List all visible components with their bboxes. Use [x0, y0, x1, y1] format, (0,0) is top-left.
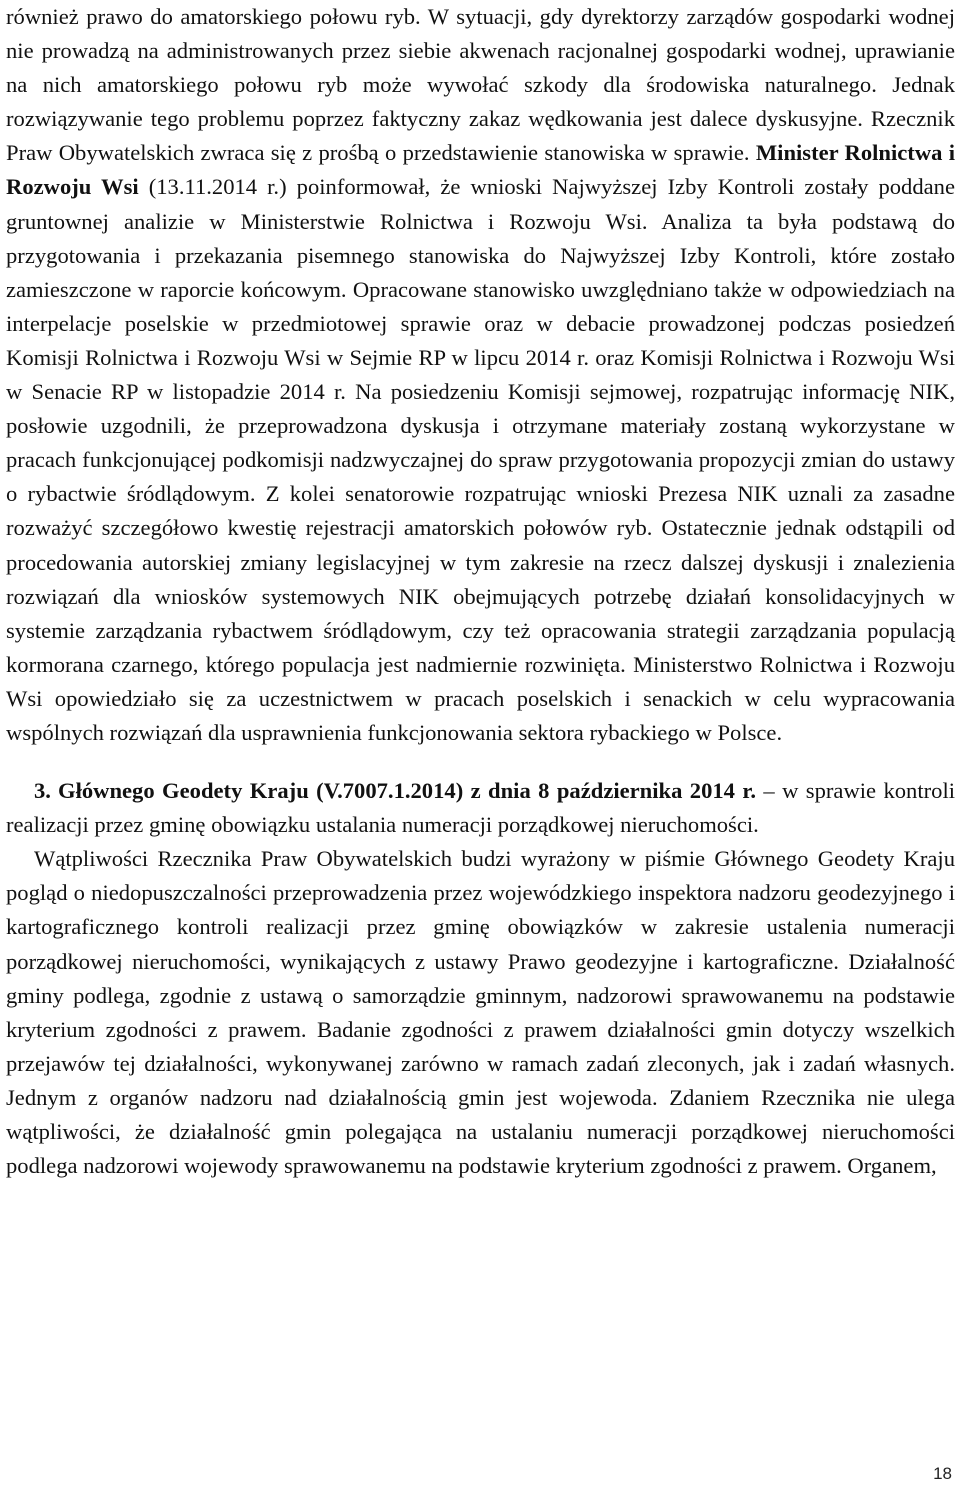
document-page [6, 0, 955, 1183]
section-title: Głównego Geodety Kraju (V.7007.1.2014) z dnia 8 października 2014 r. [58, 778, 756, 804]
paragraph-text: (13.11.2014 r.) poinformował, że wnioski Najwyższej Izby Kontroli zostały poddane gruntownej analizie w Ministerstwie Rolnictwa i Rozwoju Wsi. Analiza ta była podstawą do przygotowania i przekazania pisemnego stanowiska do Najwyższej Izby Kontroli, które zostało zamieszczone w raporcie końcowym. Opracowane stanowisko uwzględniano także w odpowiedziach na interpelacje poselskie w przedmiotowej sprawie oraz w debacie prowadzonej podczas posiedzeń Komisji Rolnictwa i Rozwoju Wsi w Sejmie RP w lipcu 2014 r. oraz Komisji Rolnictwa i Rozwoju Wsi w Senacie RP w listopadzie 2014 r. Na posiedzeniu Komisji sejmowej, rozpatrując informację NIK, posłowie uzgodnili, że przeprowadzona dyskusja i otrzymane materiały zostaną wykorzystane w pracach funkcjonującej podkomisji nadzwyczajnej do spraw przygotowania propozycji zmian do ustawy o rybactwie śródlądowym. Z kolei senatorowie rozpatrując wnioski Prezesa NIK uznali za zasadne rozważyć szczegółowo kwestię rejestracji amatorskich połowów ryb. Ostatecznie jednak odstąpili od procedowania autorskiej zmiany legislacyjnej w tym zakresie na rzecz dalszej dyskusji i znalezienia rozwiązań dla wniosków systemowych NIK obejmujących potrzebę działań konsolidacyjnych w systemie zarządzania rybactwem śródlądowym, czy też opracowania strategii zarządzania populacją kormorana czarnego, którego populacja jest nadmiernie rozwinięta. Ministerstwo Rolnictwa i Rozwoju Wsi opowiedziało się za uczestnictwem w pracach poselskich i senackich w celu wypracowania wspólnych rozwiązań dla usprawnienia funkcjonowania sektora rybackiego w Polsce. [6, 174, 955, 745]
paragraph-fishing-rights [6, 0, 955, 750]
minister-name: Minister Rolnictwa i Rozwoju Wsi [6, 140, 955, 200]
paragraph-text: również prawo do amatorskiego połowu ryb. W sytuacji, gdy dyrektorzy zarządów gospodarki wodnej nie prowadzą na administrowanych przez siebie akwenach racjonalnej gospodarki wodnej, uprawianie na nich amatorskiego połowu ryb może wywołać szkody dla środowiska naturalnego. Jednak rozwiązywanie tego problemu poprzez faktyczny zakaz wędkowania jest dalece dyskusyjne. Rzecznik Praw Obywatelskich zwraca się z prośbą o przedstawienie stanowiska w sprawie. [6, 4, 955, 166]
section-subject: – w sprawie kontroli realizacji przez gminę obowiązku ustalania numeracji porządkowej nieruchomości. [6, 778, 956, 838]
section-heading [6, 774, 955, 842]
paragraph-numbering: Wątpliwości Rzecznika Praw Obywatelskich budzi wyrażony w piśmie Głównego Geodety Kraju pogląd o niedopuszczalności przeprowadzenia przez wojewódzkiego inspektora nadzoru geodezyjnego i kartograficznego kontroli realizacji przez gminę obowiązków w zakresie ustalenia numeracji porządkowej nieruchomości, wynikających z ustawy Prawo geodezyjne i kartograficzne. Działalność gminy podlega, zgodnie z ustawą o samorządzie gminnym, nadzorowi sprawowanemu na podstawie kryterium zgodności z prawem. Badanie zgodności z prawem działalności gmin dotyczy wszelkich przejawów tej działalności, wykonywanej zarówno w ramach zadań zleconych, jak i zadań własnych. Jednym z organów nadzoru nad działalnością gmin jest wojewoda. Zdaniem Rzecznika nie ulega wątpliwości, że działalność gmin polegająca na ustalaniu numeracji porządkowej nieruchomości podlega nadzorowi wojewody sprawowanemu na podstawie kryterium zgodności z prawem. Organem, [6, 846, 955, 1179]
section-number: 3. [34, 778, 51, 804]
page-number: 18 [933, 1464, 952, 1483]
